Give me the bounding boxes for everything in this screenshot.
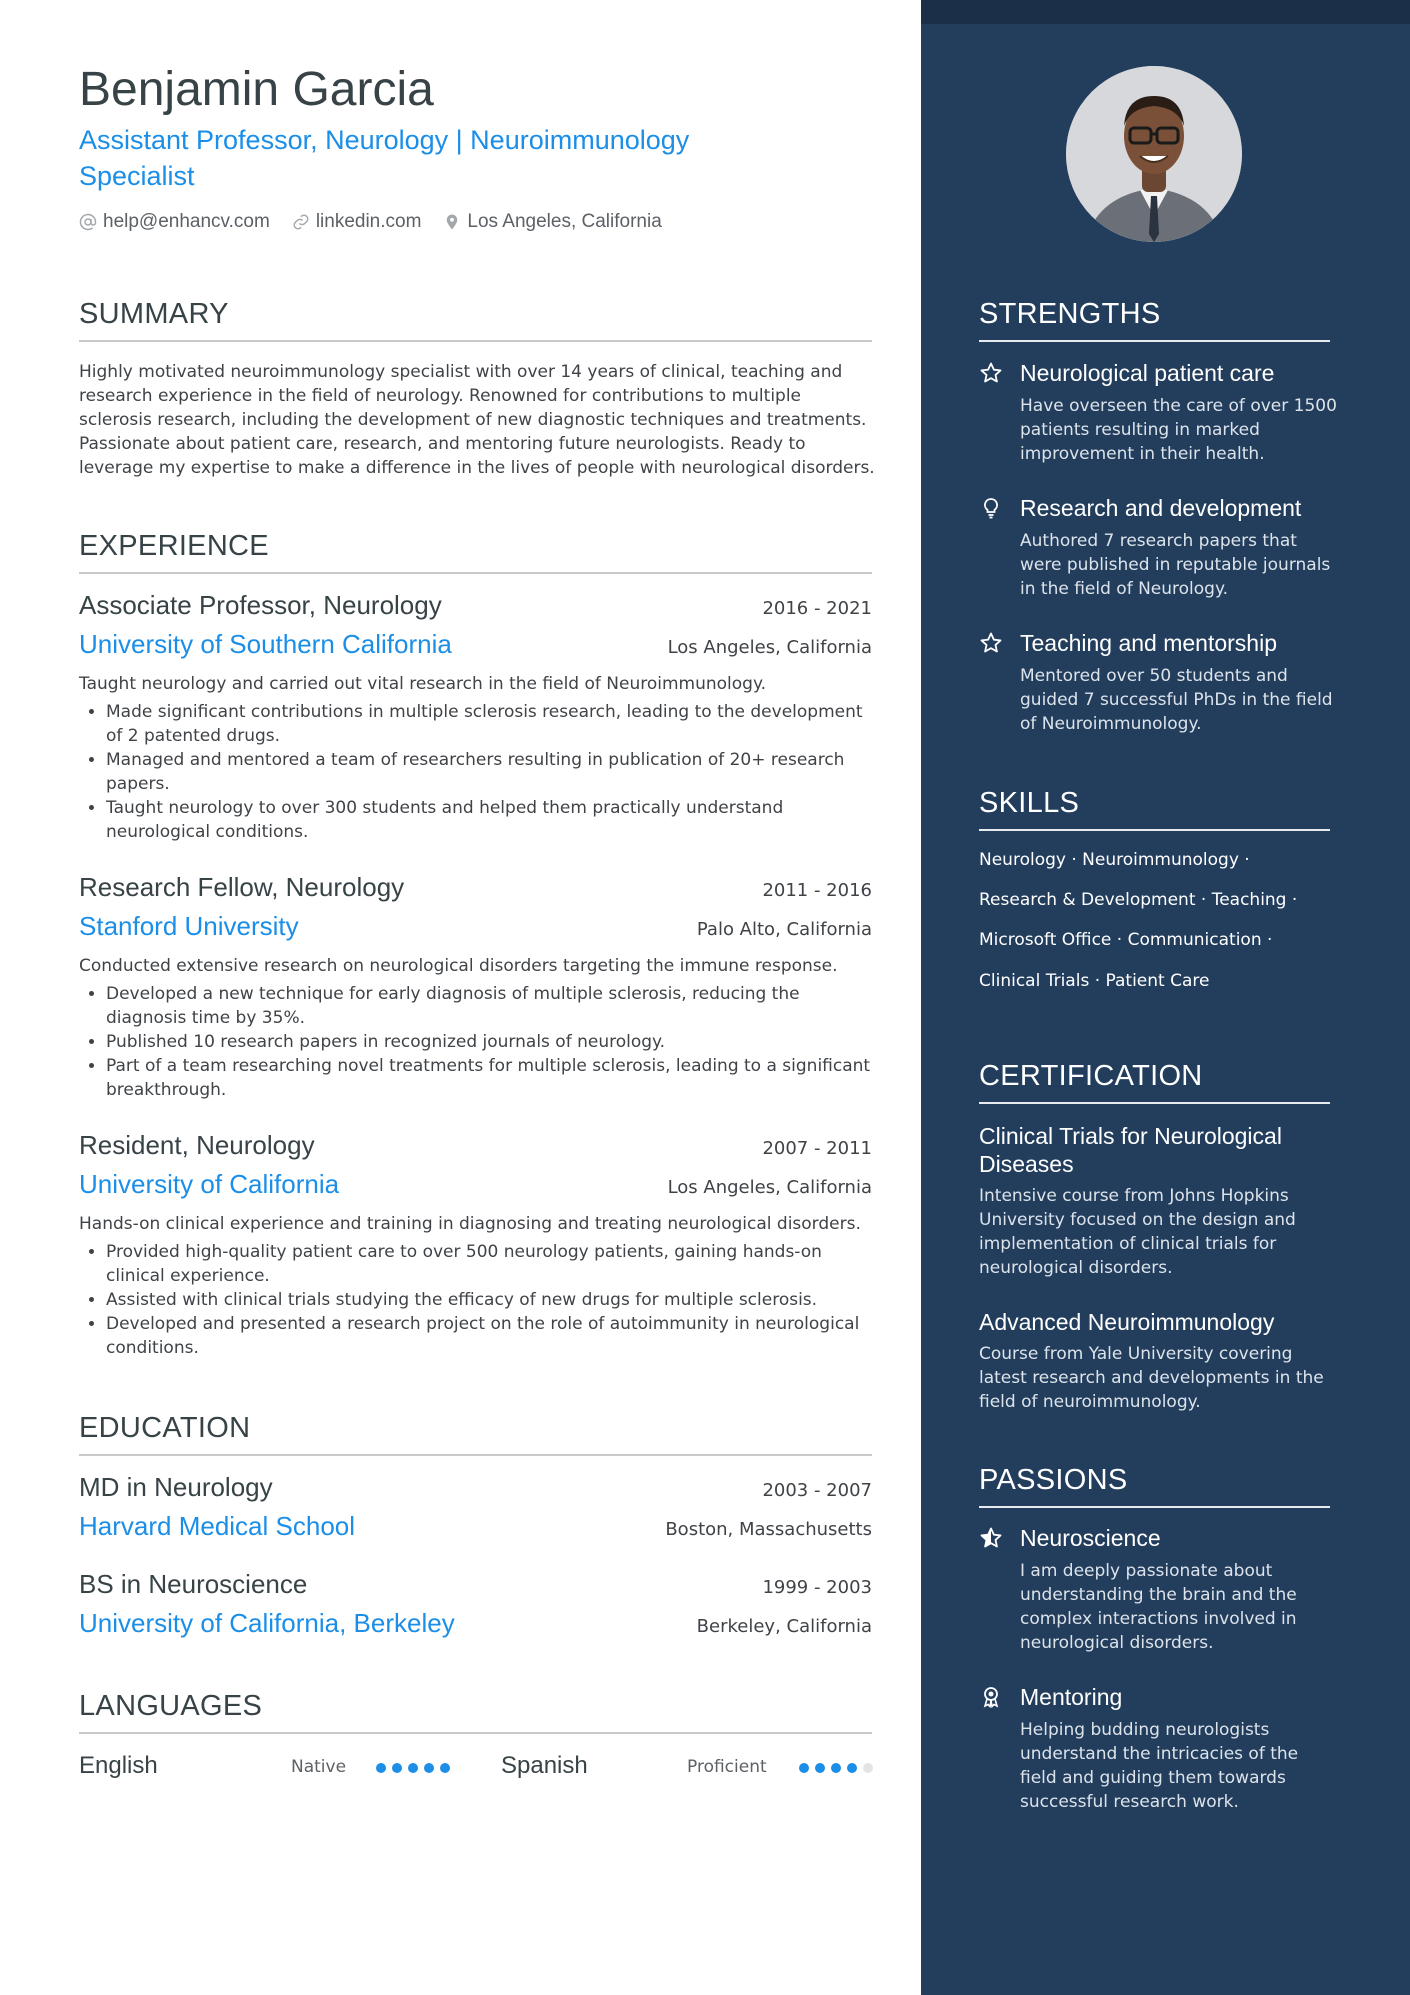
summary-heading: SUMMARY	[79, 298, 872, 342]
sidebar-top-bar	[921, 0, 1410, 24]
rating-dot-filled	[376, 1763, 386, 1773]
passion-title: Neuroscience	[1020, 1525, 1161, 1551]
job-bullet: • Part of a team researching novel treatments for multiple sclerosis, leading to a significant breakthrough.	[106, 1054, 872, 1102]
star-outline-icon	[979, 631, 1003, 655]
job-bullet: • Developed a new technique for early diagnosis of multiple sclerosis, reducing the diagnosis time by 35%.	[106, 982, 872, 1030]
passion-item	[979, 1682, 1339, 1814]
job-description: Taught neurology and carried out vital research in the field of Neuroimmunology.	[79, 674, 766, 694]
skills-line: Neurology · Neuroimmunology ·	[979, 850, 1250, 870]
education-heading: EDUCATION	[79, 1412, 872, 1456]
strength-text: Authored 7 research papers that were published in reputable journals in the field of Neurology.	[1020, 531, 1331, 599]
language-rating	[376, 1763, 450, 1773]
language-name: Spanish	[501, 1752, 588, 1779]
certification-text: Course from Yale University covering latest research and developments in the field of neuroimmunology.	[979, 1344, 1324, 1412]
job-bullet: • Developed and presented a research project on the role of autoimmunity in neurological conditions.	[106, 1312, 872, 1360]
job-title: Research Fellow, Neurology	[79, 872, 405, 902]
job-bullet: • Managed and mentored a team of researchers resulting in publication of 20+ research papers.	[106, 748, 872, 796]
award-ribbon-icon	[979, 1685, 1003, 1709]
education-location: Boston, Massachusetts	[665, 1519, 872, 1540]
profile-photo	[1066, 66, 1242, 242]
rating-dot-filled	[424, 1763, 434, 1773]
certification-title: Advanced Neuroimmunology	[979, 1309, 1275, 1335]
education-location: Berkeley, California	[696, 1616, 872, 1637]
summary-text: Highly motivated neuroimmunology specialist with over 14 years of clinical, teaching and research experience in the field of neurology. Renowned for contributions to multiple sclerosis research, including the development of new diagnostic techniques and treatments. Passionate about patient care, research, and mentoring future neurologists. Ready to leverage my expertise to make a difference in the lives of people with neurological disorders.	[79, 362, 875, 478]
education-dates: 2003 - 2007	[762, 1480, 872, 1501]
contact-linkedin-text: linkedin.com	[315, 211, 422, 232]
certification-item	[979, 1122, 1330, 1280]
education-dates: 1999 - 2003	[762, 1577, 872, 1598]
strength-title: Research and development	[1020, 495, 1302, 521]
lightbulb-icon	[979, 496, 1003, 520]
experience-entry	[79, 590, 872, 844]
experience-entry	[79, 1130, 872, 1360]
contact-location	[443, 211, 661, 233]
experience-entry	[79, 872, 872, 1102]
passion-text: Helping budding neurologists understand the intricacies of the field and guiding them towards successful research work.	[1020, 1720, 1299, 1812]
job-dates: 2016 - 2021	[762, 598, 872, 619]
job-bullet: • Published 10 research papers in recognized journals of neurology.	[106, 1030, 872, 1054]
job-organization: University of Southern California	[79, 629, 452, 659]
rating-dot-filled	[408, 1763, 418, 1773]
skills-line: Research & Development · Teaching ·	[979, 890, 1298, 910]
school: University of California, Berkeley	[79, 1608, 455, 1638]
certification-title: Clinical Trials for Neurological Diseases	[979, 1123, 1282, 1177]
language-level: Proficient	[687, 1757, 767, 1777]
contact-email-text: help@enhancv.com	[103, 211, 270, 232]
passion-item	[979, 1523, 1339, 1655]
contact-linkedin[interactable]	[292, 211, 422, 233]
rating-dot-empty	[863, 1763, 873, 1773]
job-location: Palo Alto, California	[696, 919, 872, 940]
job-bullet: • Made significant contributions in multiple sclerosis research, leading to the development of 2 patented drugs.	[106, 700, 872, 748]
job-bullets	[79, 982, 872, 1102]
rating-dot-filled	[847, 1763, 857, 1773]
rating-dot-filled	[392, 1763, 402, 1773]
job-description: Conducted extensive research on neurological disorders targeting the immune response.	[79, 956, 838, 976]
job-location: Los Angeles, California	[667, 637, 872, 658]
strength-title: Teaching and mentorship	[1020, 630, 1277, 656]
strength-text: Have overseen the care of over 1500 patients resulting in marked improvement in their health.	[1020, 396, 1337, 464]
strengths-heading: STRENGTHS	[979, 298, 1330, 342]
star-outline-icon	[979, 361, 1003, 385]
contact-location-text: Los Angeles, California	[467, 211, 662, 232]
link-icon	[292, 213, 310, 231]
skills-line: Microsoft Office · Communication ·	[979, 930, 1273, 950]
passion-title: Mentoring	[1020, 1684, 1123, 1710]
rating-dot-filled	[815, 1763, 825, 1773]
languages-row	[79, 1752, 872, 1782]
rating-dot-filled	[440, 1763, 450, 1773]
degree: MD in Neurology	[79, 1472, 273, 1502]
rating-dot-filled	[799, 1763, 809, 1773]
school: Harvard Medical School	[79, 1511, 356, 1541]
job-organization: University of California	[79, 1169, 340, 1199]
certification-item	[979, 1308, 1330, 1414]
degree: BS in Neuroscience	[79, 1569, 308, 1599]
passions-heading: PASSIONS	[979, 1464, 1330, 1508]
certification-text: Intensive course from Johns Hopkins University focused on the design and implementation of clinical trials for neurological disorders.	[979, 1186, 1296, 1278]
language-rating	[799, 1763, 873, 1773]
contact-email[interactable]	[79, 211, 270, 233]
candidate-name: Benjamin Garcia	[79, 63, 434, 116]
job-dates: 2011 - 2016	[762, 880, 872, 901]
language-name: English	[79, 1752, 158, 1779]
skills-heading: SKILLS	[979, 787, 1330, 831]
job-title: Resident, Neurology	[79, 1130, 315, 1160]
job-bullet: • Provided high-quality patient care to over 500 neurology patients, gaining hands-on clinical experience.	[106, 1240, 872, 1288]
passion-text: I am deeply passionate about understanding the brain and the complex interactions involved in neurological disorders.	[1020, 1561, 1297, 1653]
contact-bar	[79, 211, 662, 233]
candidate-role: Assistant Professor, Neurology | Neuroimmunology Specialist	[79, 125, 690, 191]
job-title: Associate Professor, Neurology	[79, 590, 442, 620]
at-icon	[79, 213, 97, 231]
strength-item	[979, 628, 1339, 736]
skills-line: Clinical Trials · Patient Care	[979, 971, 1210, 991]
experience-heading: EXPERIENCE	[79, 530, 872, 574]
strength-item	[979, 493, 1339, 601]
rating-dot-filled	[831, 1763, 841, 1773]
location-pin-icon	[443, 213, 461, 231]
language-level: Native	[291, 1757, 347, 1777]
job-location: Los Angeles, California	[667, 1177, 872, 1198]
job-bullets	[79, 1240, 872, 1360]
education-entry	[79, 1472, 872, 1542]
education-entry	[79, 1569, 872, 1639]
languages-heading: LANGUAGES	[79, 1690, 872, 1734]
job-bullets	[79, 700, 872, 844]
job-organization: Stanford University	[79, 911, 299, 941]
strength-text: Mentored over 50 students and guided 7 successful PhDs in the field of Neuroimmunology.	[1020, 666, 1333, 734]
job-bullet: • Taught neurology to over 300 students and helped them practically understand neurological conditions.	[106, 796, 872, 844]
half-star-icon	[979, 1526, 1003, 1550]
strength-title: Neurological patient care	[1020, 360, 1275, 386]
certification-heading: CERTIFICATION	[979, 1060, 1330, 1104]
strength-item	[979, 358, 1339, 466]
job-dates: 2007 - 2011	[762, 1138, 872, 1159]
job-bullet: • Assisted with clinical trials studying the efficacy of new drugs for multiple sclerosis.	[106, 1288, 872, 1312]
job-description: Hands-on clinical experience and training in diagnosing and treating neurological disorders.	[79, 1214, 861, 1234]
